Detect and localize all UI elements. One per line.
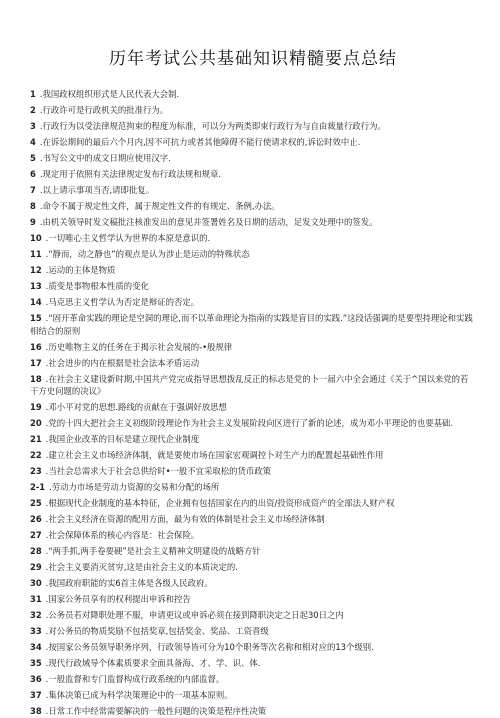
- item-text: .党的十四大把社会主义初级阶段理论作为社会主义发展阶段向区进行了新的论述，成为邓小平理论的也要基础.: [45, 418, 453, 429]
- item-text: .社会保障体系的核心内容是：社会保险。: [45, 530, 200, 541]
- list-item: [30, 401, 476, 414]
- item-text: .质变是事物根本性质的变化: [45, 280, 149, 291]
- list-item: [30, 577, 476, 590]
- item-text: .公务员若对降职处理不服，申请更议或申诉必须在接到降职决定之日起30日之内: [45, 610, 344, 621]
- list-item: [30, 689, 476, 702]
- item-text: .现代行政域导个体素质要求全面具备海、才、学、识、体.: [45, 658, 261, 669]
- item-number: 22: [30, 450, 42, 461]
- item-number: 35: [30, 658, 42, 669]
- item-text: .运动的主体是物质: [45, 264, 116, 275]
- item-number: 36: [30, 674, 42, 685]
- item-text: .我国政府职能的实6首主体是各级人民政府。: [45, 578, 213, 589]
- item-text: .我国政权组织形式是人民代表大会制.: [39, 89, 180, 99]
- item-number: 13: [30, 280, 42, 291]
- item-number: 11: [30, 248, 42, 259]
- item-text: .命令不属于规定性文件，属于规定性文件的有规定、条例,办法。: [39, 200, 280, 211]
- item-number: 14: [30, 296, 42, 307]
- list-item: [30, 545, 476, 558]
- list-item: [30, 312, 476, 338]
- item-number: 30: [30, 578, 42, 589]
- item-number: 9: [30, 216, 36, 227]
- item-number: 38: [30, 706, 42, 717]
- item-text: .社会主义经济在资源的配用方面，最为有效的体制是社会主义市场经济体制: [45, 514, 325, 525]
- item-number: 2-1: [30, 482, 46, 493]
- list-item: [30, 341, 476, 354]
- item-text: .邓小平对党的思想.路线的贡献在于强调好放思想: [45, 402, 227, 413]
- item-number: 37: [30, 690, 42, 701]
- list-item: [30, 657, 476, 670]
- list-item: [30, 357, 476, 370]
- item-number: 16: [30, 341, 42, 352]
- list-item: [30, 373, 476, 399]
- list-item: [30, 120, 476, 133]
- item-text: .建立社会主义市场经济体制，就是要使市场在国家宏观调控卜对生产力的配置起基础性作用: [45, 450, 384, 461]
- item-text: .行政许可是行政机关的批准行为。: [39, 104, 169, 115]
- item-number: 2: [30, 104, 36, 115]
- item-number: 26: [30, 514, 42, 525]
- item-number: 4: [30, 136, 36, 147]
- item-text: .行政行为以受法律规范拘束的程度为标准，可以分为两类即束行政行为与自由裁量行政行为。: [39, 120, 386, 131]
- list-item: [30, 673, 476, 686]
- item-text: .书写公文中的成文日期应使用汉字.: [39, 152, 171, 163]
- item-number: 3: [30, 120, 36, 131]
- list-item: [30, 449, 476, 462]
- item-number: 27: [30, 530, 42, 541]
- item-text: .日常工作中经常需要解决的一般性问题的决策是程序性决策: [45, 706, 267, 717]
- item-text: .我国企业改革的目标是建立现代企业制度: [45, 434, 200, 445]
- list-item: [30, 264, 476, 277]
- list-item: [30, 417, 476, 430]
- item-number: 12: [30, 264, 42, 275]
- list-item: [30, 88, 476, 101]
- list-item: [30, 232, 476, 245]
- item-number: 5: [30, 152, 36, 163]
- list-item: [30, 200, 476, 213]
- list-item: [30, 248, 476, 261]
- item-text: .“固开革命实践的理论是空洞的理论,而不以革命理论为指南的实践是盲目的实践.”这段话强调的是要型持理论和实践相结合的原则: [30, 312, 473, 336]
- item-number: 29: [30, 562, 42, 573]
- list-item: [30, 152, 476, 165]
- item-text: .历史唯物主义的任务在于揭示社会发展的-•般规律: [45, 341, 233, 352]
- list-item: [30, 184, 476, 197]
- item-text: .劳动力市场是劳动力资源的交易和分配的场所: [49, 482, 220, 493]
- list-item: [30, 104, 476, 117]
- item-number: 1: [30, 89, 36, 99]
- item-number: 7: [30, 184, 36, 195]
- item-number: 17: [30, 357, 42, 368]
- item-text: .社会主义要消灭贫穷,这是由社会主义的本质决定的.: [45, 562, 238, 573]
- item-number: 23: [30, 466, 42, 477]
- item-number: 6: [30, 168, 36, 179]
- item-text: .在诉讼期间的最后六个月内,因不可抗力或者其他障碍不能行使请求权的,诉讼时效中止.: [39, 136, 361, 147]
- document-title: 历年考试公共基础知识精髓要点总结: [109, 49, 397, 69]
- list-item: [30, 216, 476, 229]
- list-item: [30, 280, 476, 293]
- item-number: 10: [30, 232, 42, 243]
- list-item: [30, 641, 476, 654]
- item-number: 8: [30, 200, 36, 211]
- item-text: .一般监督和专门监督构成行政系统的内部监督。: [45, 674, 225, 685]
- list-item: [30, 625, 476, 638]
- item-number: 33: [30, 626, 42, 637]
- list-item: [30, 513, 476, 526]
- list-item: [30, 529, 476, 542]
- item-number: 19: [30, 402, 42, 413]
- list-item: [30, 136, 476, 149]
- list-item: [30, 433, 476, 446]
- item-number: 34: [30, 642, 42, 653]
- item-text: .“两手抓,两手卷要硬”是社会主义精神文明建设的战略方针: [45, 546, 261, 557]
- item-text: .马克思主义哲学认为否定是辩证的否定。: [45, 296, 200, 307]
- item-text: .以上请示事项当否,请即批复。: [39, 184, 155, 195]
- list-item: [30, 481, 476, 494]
- item-number: 18: [30, 373, 42, 384]
- item-number: 20: [30, 418, 42, 429]
- item-number: 21: [30, 434, 42, 445]
- item-text: .按国家公务员领导职务序列，行政领导皆可分为10个职务等次名称和相对应的13个级别.: [45, 642, 374, 653]
- item-text: .国家公务员享有的权利提出申诉和控告: [45, 594, 191, 605]
- item-text: .一切唯心主义哲学认为世界的本原是意识的.: [45, 232, 211, 243]
- item-text: .当社会总需求大于社会总供给时•一般不宜采取松的货币政策: [45, 466, 272, 477]
- item-text: .由机关领导时发文稿批注核准发出的意见并签署姓名及日期的活动，足发文处理中的签发。: [39, 216, 378, 227]
- list-item: [30, 593, 476, 606]
- item-text: .“静而，动之静也”的观点是认为涉止是运动的特殊状态: [45, 248, 250, 259]
- item-number: 25: [30, 498, 42, 509]
- item-text: .社会进步的内在根据是社会法本矛盾运动: [45, 357, 200, 368]
- list-item: [30, 296, 476, 309]
- point-list: [30, 88, 476, 718]
- item-text: .在社会主义建设新时期,中国共产党完成指导思想拨乱反正的标志是党的卜一届六中全会通过《关于^国以来党的若干方史问题的决议》: [30, 373, 469, 397]
- item-number: 15: [30, 312, 42, 323]
- list-item: [30, 465, 476, 478]
- list-item: [30, 609, 476, 622]
- list-item: [30, 168, 476, 181]
- item-number: 28: [30, 546, 42, 557]
- item-number: 31: [30, 594, 42, 605]
- item-text: .对公务员的物质奖励不包括奖章,包括奖金、奖品、工资晋级: [45, 626, 269, 637]
- item-text: .现定用于依照有关法律规定发布行政法规和规章.: [39, 168, 222, 179]
- item-text: .根据现代企业制度的基本特征，企业拥有包括国家在内的出资/投资形成资产的全部法人财产权: [45, 498, 395, 509]
- item-text: .集体决策已成为科学决策理论中的一项基本原则。: [45, 690, 233, 701]
- item-number: 32: [30, 610, 42, 621]
- list-item: [30, 561, 476, 574]
- list-item: [30, 497, 476, 510]
